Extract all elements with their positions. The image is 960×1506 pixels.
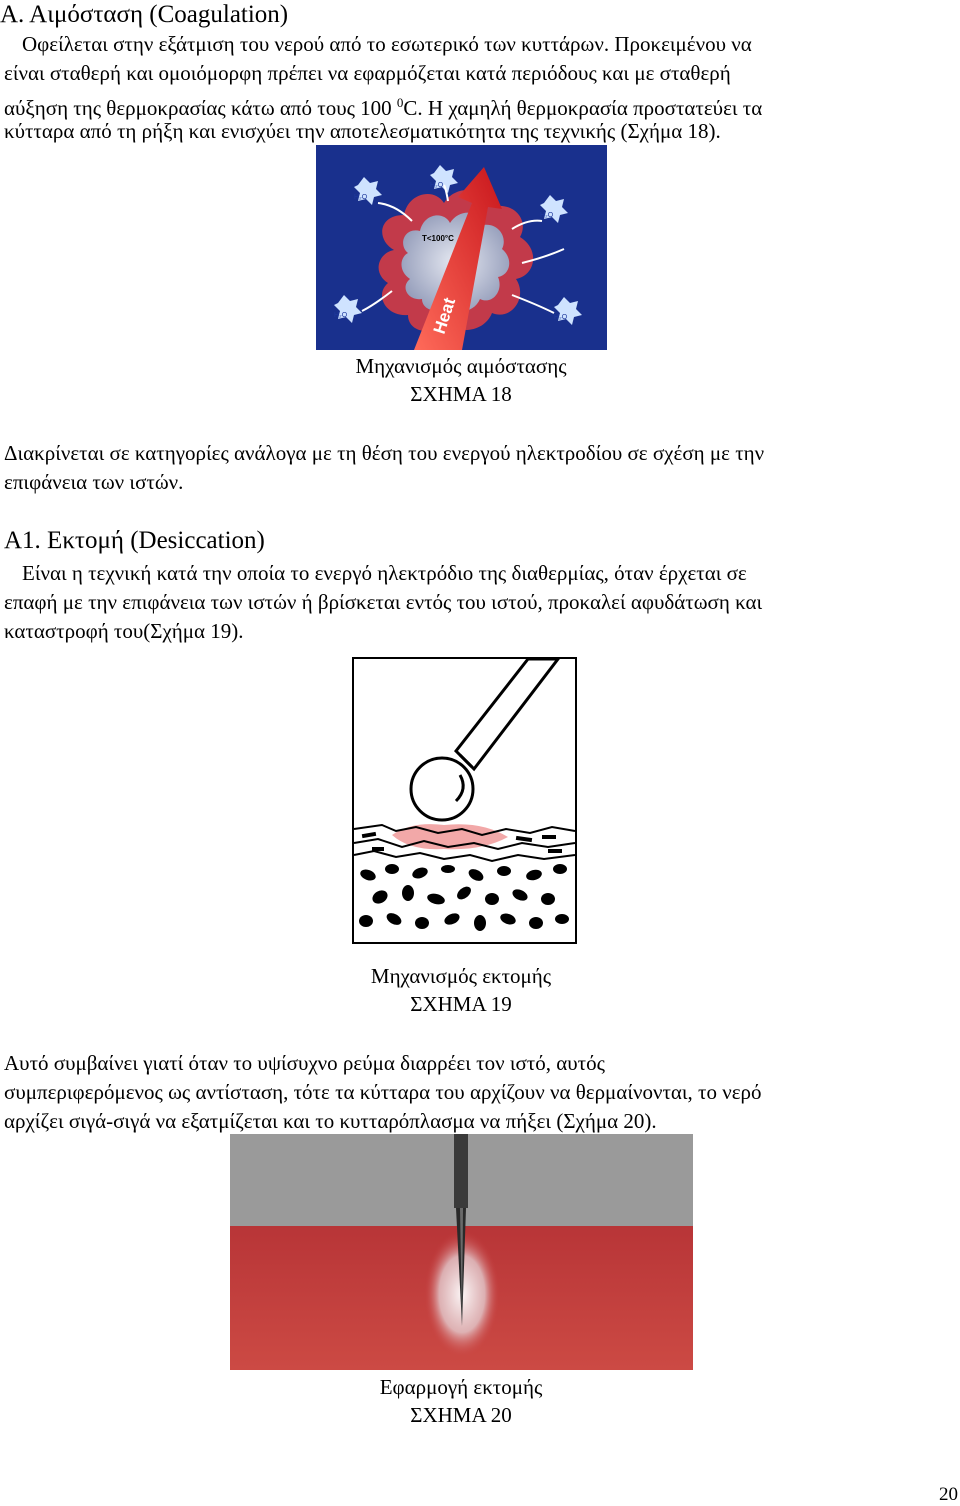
heat-label: Heat [429,295,460,337]
degree-superscript: 0 [396,95,404,110]
figure-20-caption-title: Εφαρμογή εκτομής [379,1375,543,1399]
temperature-label: T<100°C [422,234,454,243]
section-a-line-3-text-end: C. Η χαμηλή θερμοκρασία προστατεύει τα [403,96,763,120]
categories-line-2: επιφάνεια των ιστών. [4,470,184,494]
figure-19-image [352,657,577,944]
section-a-line-1: Οφείλεται στην εξάτμιση του νερού από το εσωτερικό των κυττάρων. Προκειμένου να [22,32,752,56]
section-a1-line-3: καταστροφή του(Σχήμα 19). [4,619,244,643]
section-a-line-2: είναι σταθερή και ομοιόμορφη πρέπει να εφαρμόζεται κατά περιόδους και με σταθερή [4,61,731,85]
section-a-line-4: κύτταρα από τη ρήξη και ενισχύει την αποτελεσματικότητα της τεχνικής (Σχήμα 18). [4,119,721,143]
page-number: 20 [939,1484,958,1505]
svg-text:H₂O: H₂O [430,182,444,189]
svg-text:H₂O: H₂O [540,212,554,219]
figure-18-image [316,145,607,350]
explanation-line-3: αρχίζει σιγά-σιγά να εξατμίζεται και το κυτταρόπλασμα να πήξει (Σχήμα 20). [4,1109,657,1133]
needle-holder [454,1134,468,1208]
figure-20-image [230,1134,693,1370]
svg-text:H₂O: H₂O [334,312,348,319]
section-a1-line-2: επαφή με την επιφάνεια των ιστών ή βρίσκεται εντός του ιστού, προκαλεί αφυδάτωση και [4,590,763,614]
figure-19-caption-title: Μηχανισμός εκτομής [370,964,552,988]
svg-text:H₂O: H₂O [554,314,568,321]
figure-18-caption-title: Μηχανισμός αιμόστασης [355,354,567,378]
figure-20-caption-number: ΣΧΗΜΑ 20 [410,1403,512,1427]
categories-line-1: Διακρίνεται σε κατηγορίες ανάλογα με τη θέση του ενεργού ηλεκτροδίου σε σχέση με την [4,441,765,465]
figure-19-caption-number: ΣΧΗΜΑ 19 [410,992,512,1016]
figure-18-caption-number: ΣΧΗΜΑ 18 [410,382,512,406]
svg-text:H₂O: H₂O [354,194,368,201]
section-a-line-3-text: αύξηση της θερμοκρασίας κάτω από τους 100 [4,96,397,120]
section-a1-heading: Α1. Εκτομή (Desiccation) [4,527,265,554]
explanation-line-1: Αυτό συμβαίνει γιατί όταν το υψίσυχνο ρεύμα διαρρέει τον ιστό, αυτός [4,1051,605,1075]
section-a1-line-1: Είναι η τεχνική κατά την οποία το ενεργό ηλεκτρόδιο της διαθερμίας, όταν έρχεται σε [22,561,747,585]
explanation-line-2: συμπεριφερόμενος ως αντίσταση, τότε τα κύτταρα του αρχίζουν να θερμαίνονται, το νερό [4,1080,762,1104]
section-a-heading: Α. Αιμόσταση (Coagulation) [0,1,289,28]
